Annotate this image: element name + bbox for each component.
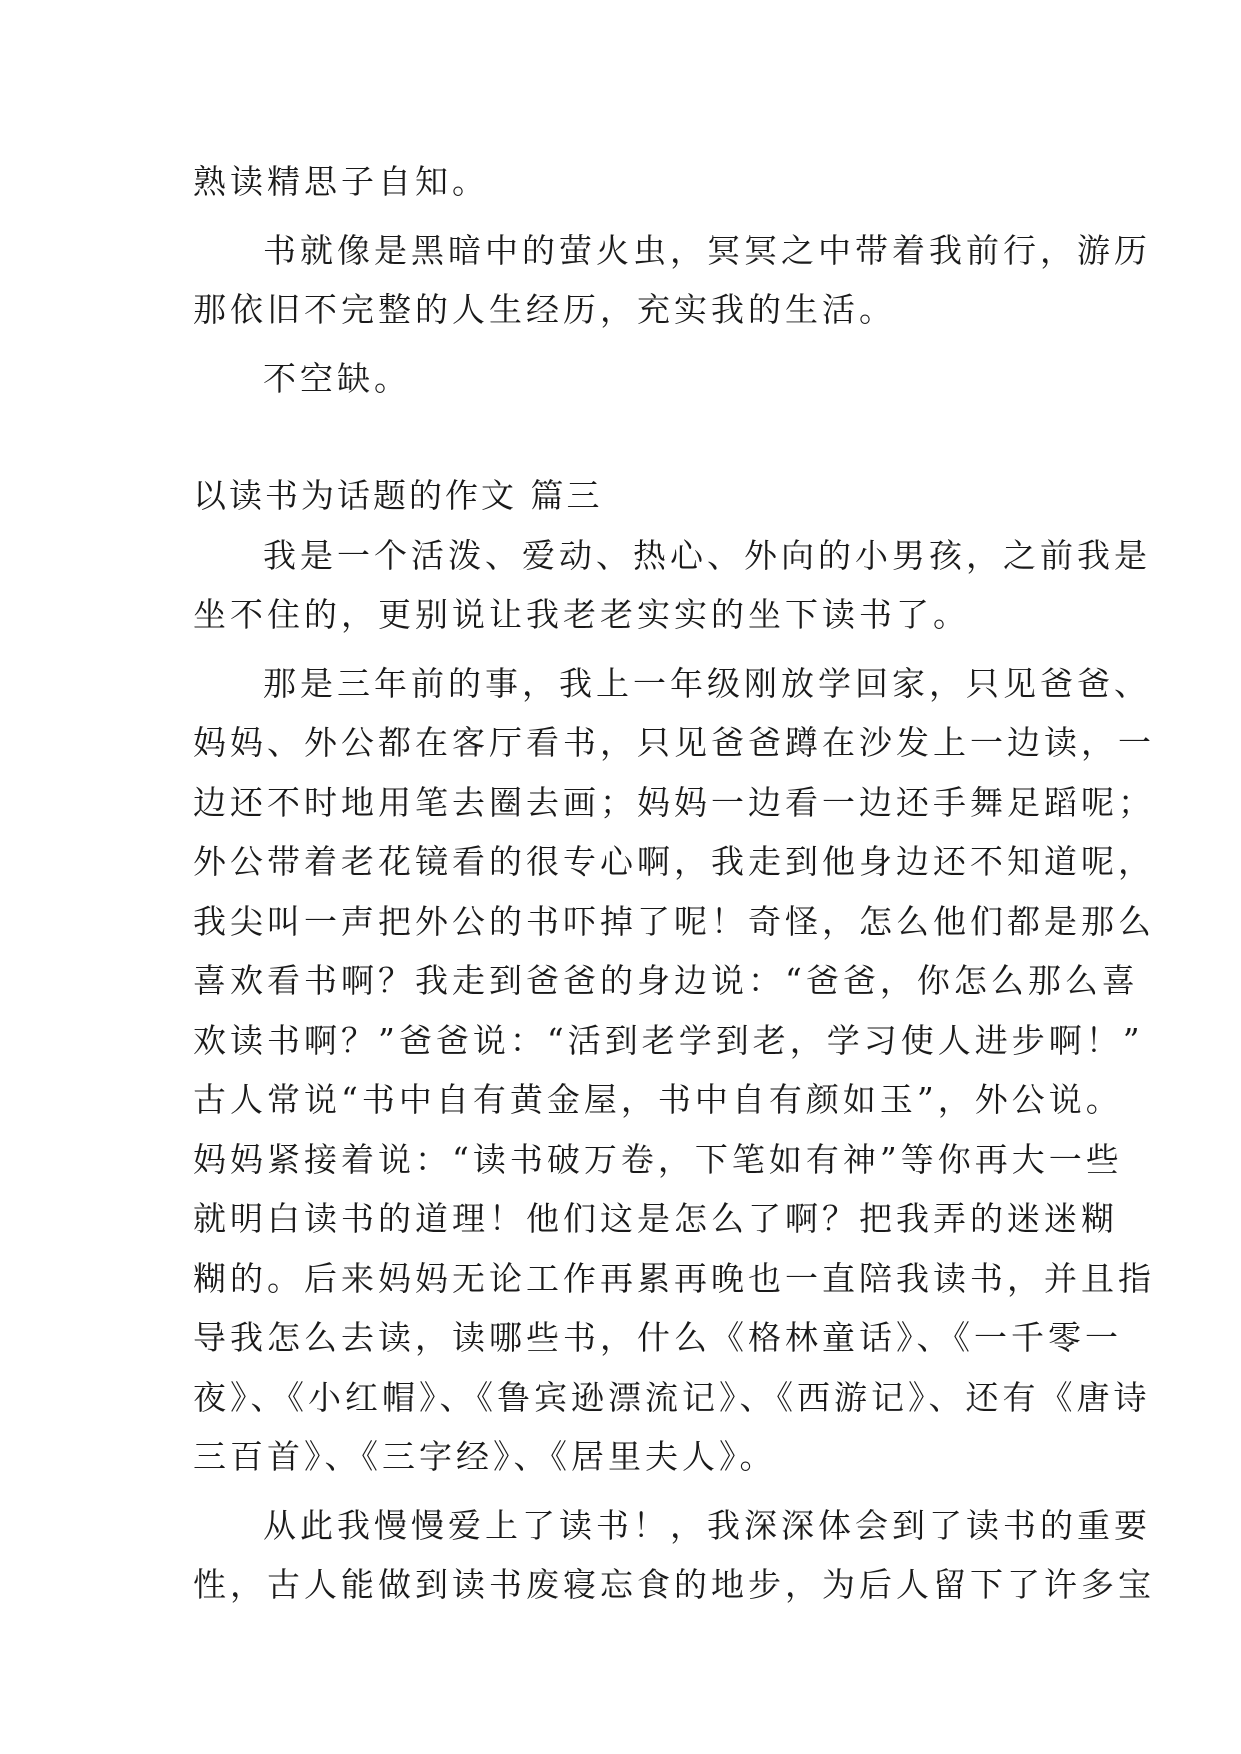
paragraph-line: 那是三年前的事，我上一年级刚放学回家，只见爸爸、 [263, 663, 1151, 703]
text-line: 熟读精思子自知。 [193, 162, 489, 201]
text-line: 妈妈紧接着说：“读书破万卷，下笔如有神”等你再大一些 [193, 1139, 1123, 1179]
paragraph-line: 我是一个活泼、爱动、热心、外向的小男孩，之前我是 [263, 535, 1151, 575]
text-line: 性，古人能做到读书废寝忘食的地步，为后人留下了许多宝 [193, 1565, 1155, 1604]
text-line: 坐不住的，更别说让我老老实实的坐下读书了。 [193, 595, 970, 634]
text-line: 古人常说“书中自有黄金屋，书中自有颜如玉”，外公说。 [193, 1080, 1123, 1119]
text-line: 夜》、《小红帽》、《鲁宾逊漂流记》、《西游记》、还有《唐诗 [193, 1377, 1151, 1417]
text-line: 边还不时地用笔去圈去画；妈妈一边看一边还手舞足蹈呢； [193, 782, 1155, 822]
text-line: 欢读书啊？”爸爸说：“活到老学到老，学习使人进步啊！” [193, 1020, 1144, 1060]
text-line: 喜欢看书啊？我走到爸爸的身边说：“爸爸，你怎么那么喜 [193, 961, 1139, 1000]
text-line: 糊的。后来妈妈无论工作再累再晚也一直陪我读书，并且指 [193, 1258, 1155, 1298]
paragraph-line: 书就像是黑暗中的萤火虫，冥冥之中带着我前行，游历 [263, 230, 1151, 270]
paragraph-line: 不空缺。 [263, 358, 411, 398]
section-heading: 以读书为话题的作文 篇三 [193, 476, 603, 515]
document-body [193, 152, 1155, 1615]
text-line: 那依旧不完整的人生经历，充实我的生活。 [193, 290, 896, 329]
text-line: 导我怎么去读，读哪些书，什么《格林童话》、《一千零一 [193, 1318, 1122, 1357]
text-line: 就明白读书的道理！他们这是怎么了啊？把我弄的迷迷糊 [193, 1199, 1118, 1238]
text-line: 我尖叫一声把外公的书吓掉了呢！奇怪，怎么他们都是那么 [193, 901, 1155, 941]
text-line: 三百首》、《三字经》、《居里夫人》。 [193, 1437, 777, 1476]
text-line: 妈妈、外公都在客厅看书，只见爸爸蹲在沙发上一边读，一 [193, 723, 1155, 762]
paragraph-line: 从此我慢慢爱上了读书！，我深深体会到了读书的重要 [263, 1505, 1151, 1545]
text-line: 外公带着老花镜看的很专心啊，我走到他身边还不知道呢， [193, 842, 1155, 881]
